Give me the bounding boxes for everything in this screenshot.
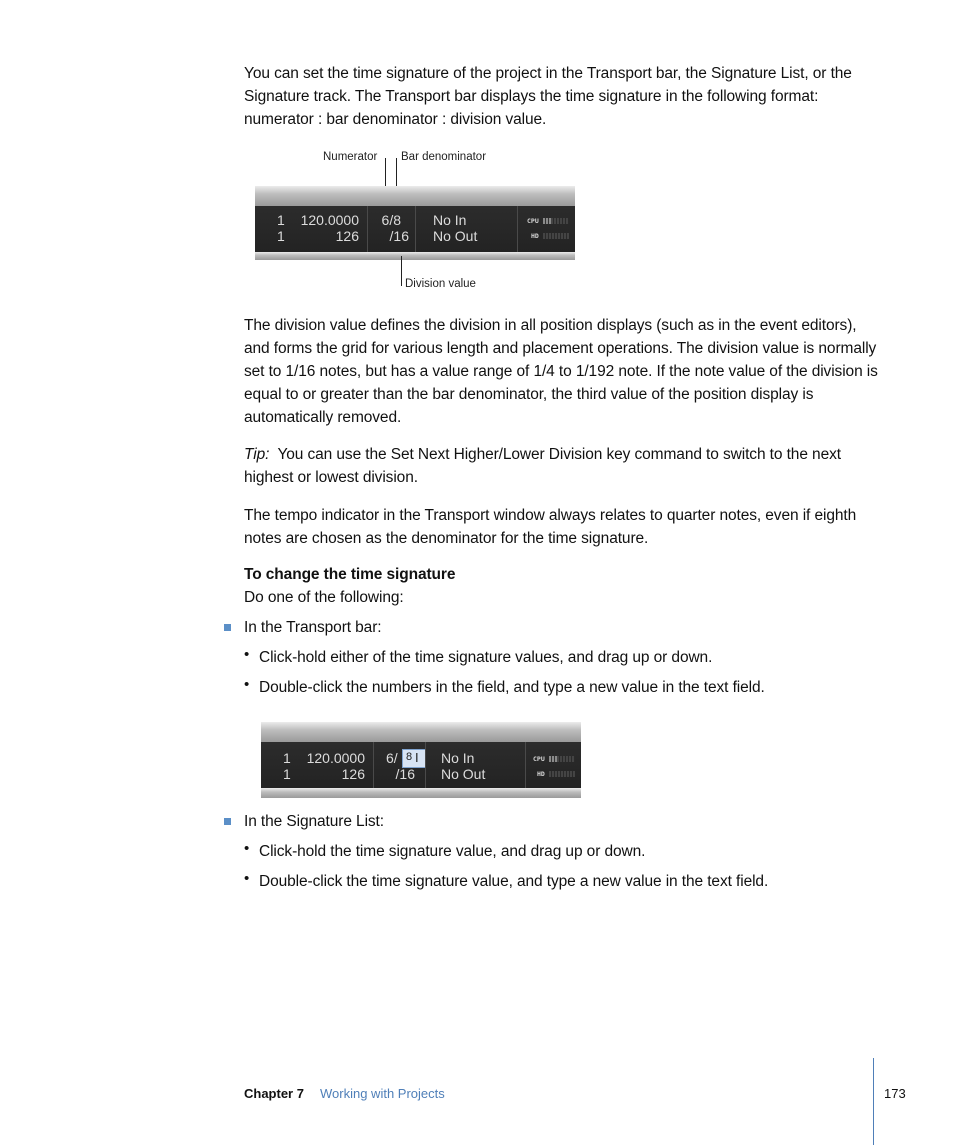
footer-section-link[interactable]: Working with Projects	[320, 1086, 445, 1101]
position-bar-1: 1	[283, 750, 291, 766]
square-bullet-icon	[224, 818, 231, 825]
hd-meter	[543, 233, 569, 239]
position-bar-2: 1	[277, 228, 285, 244]
division-field[interactable]: /16	[395, 766, 415, 782]
intro-paragraph: You can set the time signature of the project in the Transport bar, the Signature List, or the Signature track. The Transport bar displays the time signature in the following format: numerator : bar denominator : division value.	[244, 65, 852, 128]
tip-paragraph	[244, 443, 884, 489]
task-heading: To change the time signature	[244, 566, 456, 583]
division-field[interactable]: /16	[389, 228, 409, 244]
page-number: 173	[884, 1086, 906, 1101]
tempo-value: 120.0000	[300, 212, 359, 228]
dot-bullet-icon: •	[244, 870, 250, 887]
footer-divider	[873, 1058, 874, 1145]
task-item-transport: In the Transport bar:	[244, 619, 382, 636]
task-item-transport-sub2: Double-click the numbers in the field, and type a new value in the text field.	[259, 679, 765, 696]
time-signature-field[interactable]: 6/8	[381, 212, 401, 228]
numerator-callout-label: Numerator	[323, 151, 378, 163]
tempo-paragraph: The tempo indicator in the Transport window always relates to quarter notes, even if eighth notes are chosen as the denominator for the time signature.	[244, 507, 857, 547]
transport-bar-bottom-edge	[255, 252, 575, 260]
division-callout-label: Division value	[405, 278, 476, 290]
tip-label: Tip:	[244, 446, 270, 463]
hd-label: HD	[531, 232, 539, 240]
division-paragraph: The division value defines the division in all position displays (such as in the event editors), and forms the grid for various length and placement operations. The division value is normally set to 1/16 notes, but has a value range of 1/4 to 1/192 note. If the note value of the division is equal to or greater than the bar denominator, the third value of the position display is automatically removed.	[244, 317, 878, 426]
task-item-signature-list-sub1: Click-hold the time signature value, and drag up or down.	[259, 843, 646, 860]
time-signature-numerator[interactable]: 6/	[386, 750, 398, 766]
transport-bar-bottom-edge	[261, 788, 581, 798]
in-locator: No In	[433, 212, 467, 228]
cpu-meter	[543, 218, 551, 224]
division-callout-line	[401, 256, 402, 286]
edit-field-value[interactable]: 8	[406, 751, 413, 763]
tempo-sub-value: 126	[341, 766, 365, 782]
cpu-label: CPU	[533, 755, 545, 763]
cpu-meter-empty	[557, 756, 575, 762]
tempo-sub-value: 126	[335, 228, 359, 244]
dot-bullet-icon: •	[244, 676, 250, 693]
transport-divider	[425, 742, 426, 788]
transport-divider	[367, 206, 368, 252]
transport-bar-top-edge	[261, 722, 581, 742]
dot-bullet-icon: •	[244, 840, 250, 857]
dot-bullet-icon: •	[244, 646, 250, 663]
cpu-meter	[549, 756, 557, 762]
hd-label: HD	[537, 770, 545, 778]
cpu-meter-empty	[551, 218, 569, 224]
tip-text: You can use the Set Next Higher/Lower Division key command to switch to the next highest or lowest division.	[244, 446, 841, 486]
transport-bar-image	[255, 186, 575, 260]
tempo-value: 120.0000	[306, 750, 365, 766]
transport-divider	[373, 742, 374, 788]
cpu-label: CPU	[527, 217, 539, 225]
task-item-signature-list: In the Signature List:	[244, 813, 384, 830]
task-item-signature-list-sub2: Double-click the time signature value, and type a new value in the text field.	[259, 873, 769, 890]
square-bullet-icon	[224, 624, 231, 631]
position-bar-1: 1	[277, 212, 285, 228]
task-intro: Do one of the following:	[244, 589, 404, 606]
bar-denominator-callout-label: Bar denominator	[401, 151, 487, 163]
text-cursor-icon: I	[415, 750, 419, 765]
transport-divider	[525, 742, 526, 788]
out-locator: No Out	[441, 766, 486, 782]
footer-chapter: Chapter 7	[244, 1086, 304, 1101]
transport-bar-editing-image	[261, 722, 581, 798]
transport-bar-top-edge	[255, 186, 575, 206]
out-locator: No Out	[433, 228, 478, 244]
transport-divider	[415, 206, 416, 252]
hd-meter	[549, 771, 575, 777]
position-bar-2: 1	[283, 766, 291, 782]
task-item-transport-sub1: Click-hold either of the time signature values, and drag up or down.	[259, 649, 713, 666]
transport-divider	[517, 206, 518, 252]
in-locator: No In	[441, 750, 475, 766]
